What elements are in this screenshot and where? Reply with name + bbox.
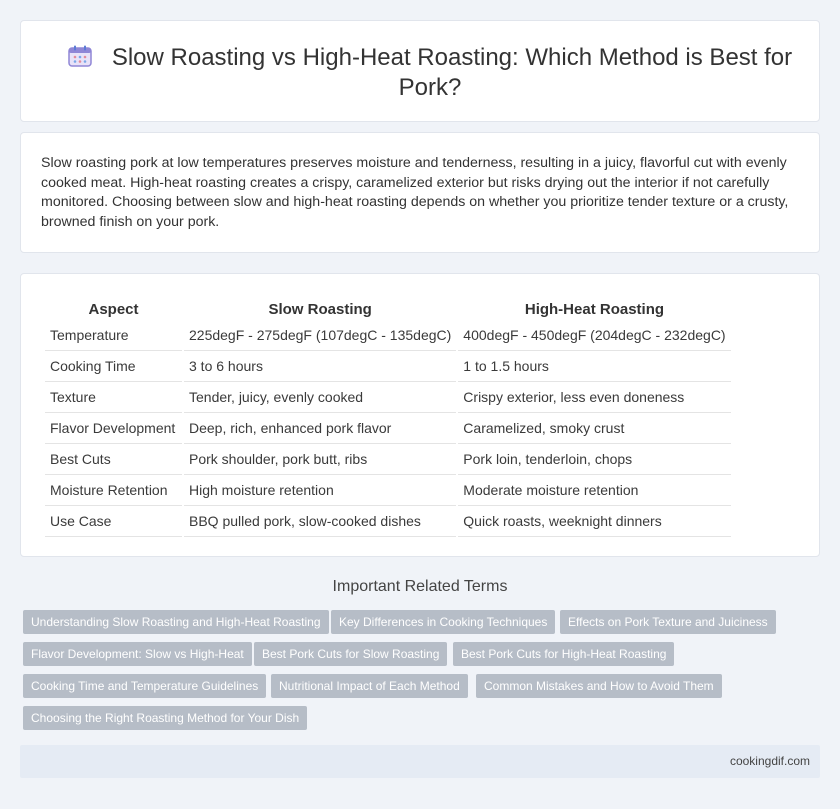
related-term-tag[interactable]: Cooking Time and Temperature Guidelines <box>23 674 266 698</box>
intro-card <box>20 132 820 253</box>
row-slow: 225degF - 275degF (107degC - 135degC) <box>184 320 456 351</box>
row-high: Caramelized, smoky crust <box>458 413 730 444</box>
row-aspect: Texture <box>45 382 182 413</box>
comparison-table <box>43 294 733 537</box>
table-row <box>45 506 731 537</box>
related-term-tag[interactable]: Nutritional Impact of Each Method <box>271 674 468 698</box>
row-high: 1 to 1.5 hours <box>458 351 730 382</box>
row-high: Moderate moisture retention <box>458 475 730 506</box>
row-aspect: Temperature <box>45 320 182 351</box>
comparison-card <box>20 273 820 557</box>
page-title <box>61 43 799 103</box>
row-high: Crispy exterior, less even doneness <box>458 382 730 413</box>
header-aspect: Aspect <box>88 300 139 318</box>
row-slow: Tender, juicy, evenly cooked <box>184 382 456 413</box>
row-slow: BBQ pulled pork, slow-cooked dishes <box>184 506 456 537</box>
related-term-tag[interactable]: Effects on Pork Texture and Juiciness <box>560 610 776 634</box>
row-slow: Pork shoulder, pork butt, ribs <box>184 444 456 475</box>
row-aspect: Flavor Development <box>45 413 182 444</box>
page-title-text: Slow Roasting vs High-Heat Roasting: Which Method is Best for Pork? <box>111 44 793 101</box>
related-term-tag[interactable]: Choosing the Right Roasting Method for Your Dish <box>23 706 307 730</box>
table-header-row <box>45 294 731 320</box>
related-terms-heading: Important Related Terms <box>332 578 508 595</box>
row-aspect: Cooking Time <box>45 351 182 382</box>
row-aspect: Moisture Retention <box>45 475 182 506</box>
table-row <box>45 444 731 475</box>
row-aspect: Best Cuts <box>45 444 182 475</box>
row-aspect: Use Case <box>45 506 182 537</box>
related-term-tag[interactable]: Flavor Development: Slow vs High-Heat <box>23 642 252 666</box>
table-row <box>45 475 731 506</box>
related-term-tag[interactable]: Common Mistakes and How to Avoid Them <box>476 674 722 698</box>
related-term-tag[interactable]: Best Pork Cuts for High-Heat Roasting <box>453 642 674 666</box>
row-high: 400degF - 450degF (204degC - 232degC) <box>458 320 730 351</box>
header-high-heat-roasting: High-Heat Roasting <box>524 300 665 318</box>
calendar-icon <box>68 45 92 67</box>
table-row <box>45 320 731 351</box>
row-slow: 3 to 6 hours <box>184 351 456 382</box>
table-row <box>45 382 731 413</box>
footer <box>20 745 820 778</box>
table-row <box>45 351 731 382</box>
row-high: Pork loin, tenderloin, chops <box>458 444 730 475</box>
table-row <box>45 413 731 444</box>
intro-paragraph: Slow roasting pork at low temperatures preserves moisture and tenderness, resulting in a juicy, flavorful cut with evenly cooked meat. High-heat roasting creates a crispy, caramelized exterior but risks drying out the interior if not carefully monitored. Choosing between slow and high-heat roasting depends on whether you prioritize tender texture or a crusty, browned finish on your pork. <box>41 155 789 230</box>
header-slow-roasting: Slow Roasting <box>268 300 372 318</box>
related-term-tag[interactable]: Key Differences in Cooking Techniques <box>331 610 555 634</box>
row-high: Quick roasts, weeknight dinners <box>458 506 730 537</box>
related-term-tag[interactable]: Understanding Slow Roasting and High-Heat Roasting <box>23 610 329 634</box>
row-slow: Deep, rich, enhanced pork flavor <box>184 413 456 444</box>
related-term-tag[interactable]: Best Pork Cuts for Slow Roasting <box>254 642 447 666</box>
title-card <box>20 20 820 122</box>
row-slow: High moisture retention <box>184 475 456 506</box>
footer-site-link[interactable]: cookingdif.com <box>729 754 810 768</box>
